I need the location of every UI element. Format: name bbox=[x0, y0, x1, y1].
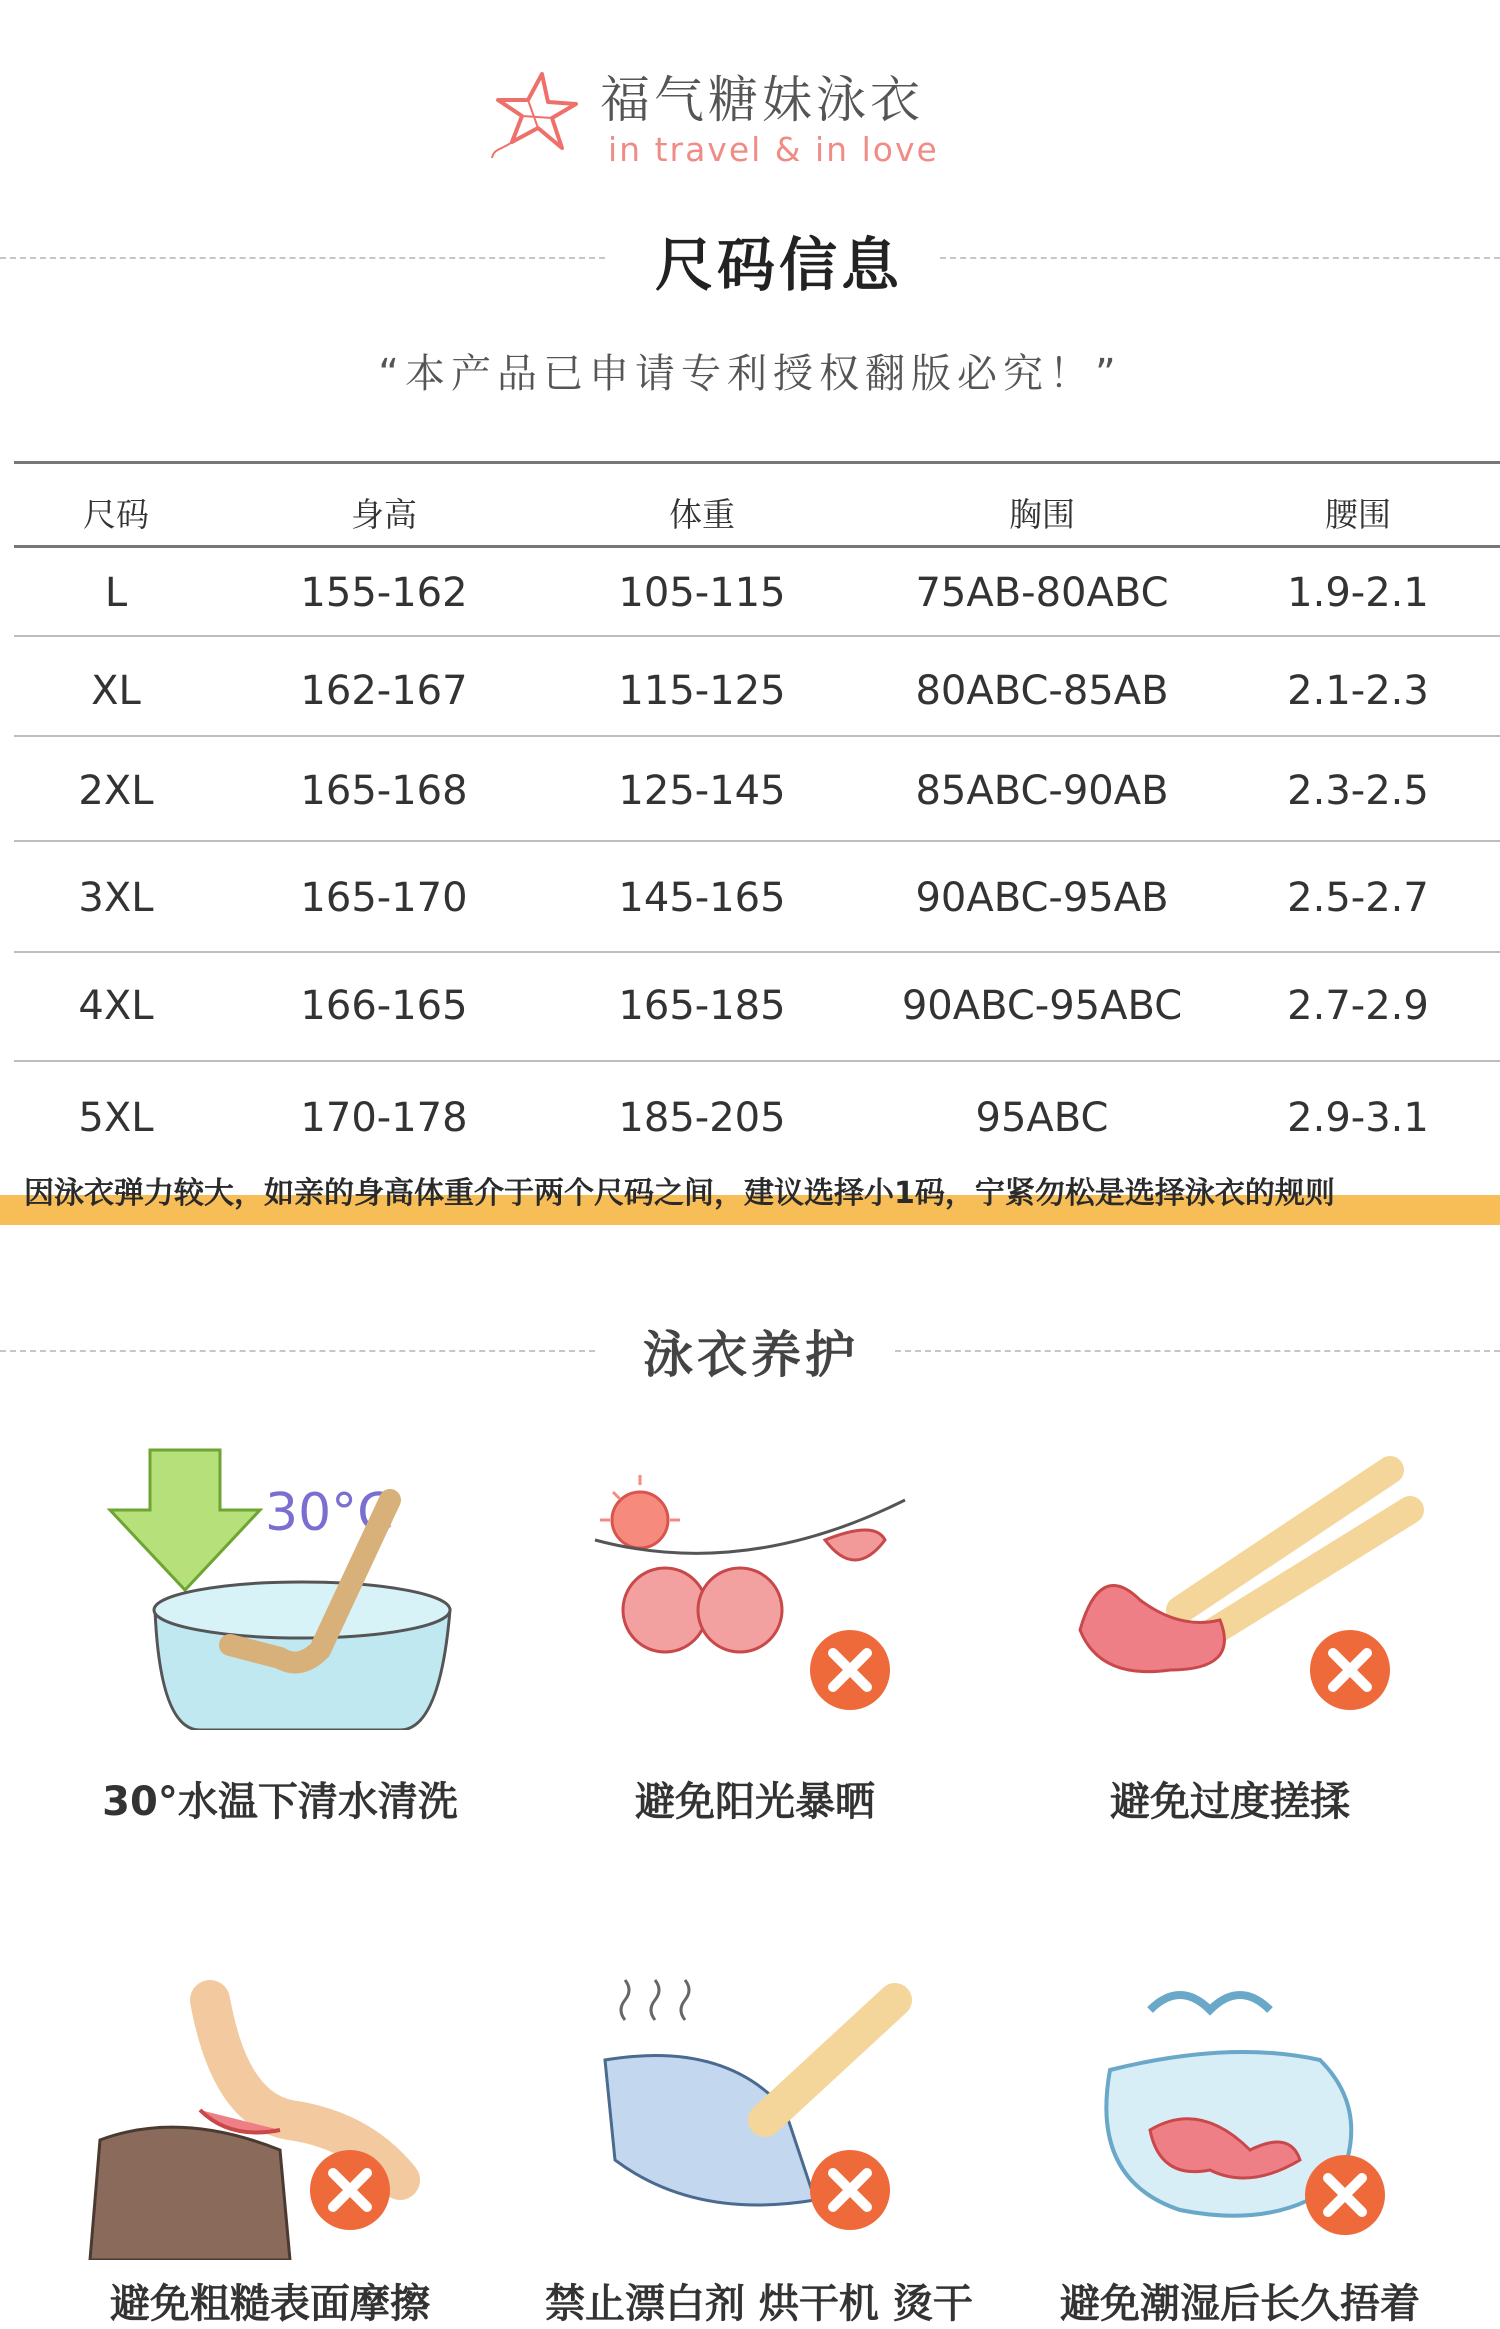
cell-height: 170-178 bbox=[300, 1095, 468, 1141]
care-label-wash: 30°水温下清水清洗 bbox=[102, 1779, 458, 1825]
header-weight: 体重 bbox=[669, 495, 735, 534]
size-tip: 因泳衣弹力较大，如亲的身高体重介于两个尺码之间，建议选择小1码，宁紧勿松是选择泳衣的规则 bbox=[24, 1176, 1335, 1211]
care-section-title: 泳衣养护 bbox=[643, 1326, 859, 1384]
no-iron-icon bbox=[545, 1960, 965, 2260]
care-item-no-sun bbox=[545, 1430, 965, 1830]
cell-weight: 105-115 bbox=[618, 570, 786, 616]
row-divider bbox=[14, 951, 1500, 953]
no-rough-surface-icon bbox=[60, 1960, 480, 2260]
care-label-no-sun: 避免阳光暴晒 bbox=[635, 1779, 875, 1825]
care-label-no-rub: 避免过度搓揉 bbox=[1110, 1779, 1350, 1825]
header-bust: 胸围 bbox=[1009, 495, 1075, 534]
brand-name: 福气糖妹泳衣 bbox=[600, 71, 924, 129]
cell-waist: 2.7-2.9 bbox=[1287, 983, 1429, 1029]
cell-bust: 75AB-80ABC bbox=[915, 570, 1169, 616]
cell-weight: 185-205 bbox=[618, 1095, 786, 1141]
care-label-no-iron: 禁止漂白剂 烘干机 烫干 bbox=[545, 2281, 973, 2327]
copyright-notice: “本产品已申请专利授权翻版必究！” bbox=[378, 351, 1122, 397]
no-rubbing-icon bbox=[1020, 1430, 1440, 1730]
row-divider bbox=[14, 1060, 1500, 1062]
cell-waist: 2.5-2.7 bbox=[1287, 875, 1429, 921]
cell-height: 155-162 bbox=[300, 570, 468, 616]
cell-weight: 115-125 bbox=[618, 668, 786, 714]
header-height: 身高 bbox=[351, 495, 417, 534]
care-item-no-iron bbox=[545, 1960, 973, 2327]
cell-height: 165-168 bbox=[300, 768, 468, 814]
row-divider bbox=[14, 840, 1500, 842]
cell-bust: 90ABC-95ABC bbox=[901, 983, 1183, 1029]
cell-weight: 165-185 bbox=[618, 983, 786, 1029]
care-item-no-rough bbox=[60, 1960, 480, 2327]
cell-waist: 2.1-2.3 bbox=[1287, 668, 1429, 714]
care-label-no-damp: 避免潮湿后长久捂着 bbox=[1060, 2281, 1420, 2327]
no-sun-drying-icon bbox=[545, 1430, 965, 1730]
no-damp-bag-icon bbox=[1030, 1960, 1450, 2260]
cell-height: 162-167 bbox=[300, 668, 468, 714]
header-border bbox=[14, 545, 1500, 548]
header-waist: 腰围 bbox=[1325, 495, 1391, 534]
row-divider bbox=[14, 735, 1500, 737]
cell-size: 5XL bbox=[78, 1095, 154, 1141]
cell-size: XL bbox=[91, 668, 141, 714]
brand-tagline: in travel & in love bbox=[608, 130, 939, 169]
cell-height: 166-165 bbox=[300, 983, 468, 1029]
cell-waist: 2.3-2.5 bbox=[1287, 768, 1429, 814]
cell-bust: 85ABC-90AB bbox=[915, 768, 1169, 814]
care-item-wash bbox=[70, 1430, 490, 1830]
header-size: 尺码 bbox=[83, 495, 149, 534]
care-label-no-rough: 避免粗糙表面摩擦 bbox=[110, 2281, 430, 2327]
cell-bust: 90ABC-95AB bbox=[915, 875, 1169, 921]
cell-waist: 1.9-2.1 bbox=[1287, 570, 1429, 616]
cell-weight: 125-145 bbox=[618, 768, 786, 814]
care-divider-left bbox=[0, 1350, 595, 1352]
divider-left bbox=[0, 257, 605, 259]
cell-waist: 2.9-3.1 bbox=[1287, 1095, 1429, 1141]
table-top-border bbox=[14, 461, 1500, 464]
size-section-title: 尺码信息 bbox=[655, 231, 904, 299]
wash-water-icon bbox=[70, 1430, 490, 1730]
cell-height: 165-170 bbox=[300, 875, 468, 921]
water-temp-badge: 30°C bbox=[265, 1483, 394, 1543]
size-table bbox=[14, 455, 1500, 1145]
care-item-no-damp bbox=[1030, 1960, 1450, 2327]
cell-size: 3XL bbox=[78, 875, 154, 921]
cell-bust: 80ABC-85AB bbox=[915, 668, 1169, 714]
cell-size: 4XL bbox=[78, 983, 154, 1029]
care-item-no-rub bbox=[1020, 1430, 1440, 1830]
star-logo-icon bbox=[488, 68, 580, 160]
divider-right bbox=[940, 257, 1500, 259]
cell-weight: 145-165 bbox=[618, 875, 786, 921]
cell-bust: 95ABC bbox=[975, 1095, 1109, 1141]
care-divider-right bbox=[895, 1350, 1500, 1352]
cell-size: L bbox=[104, 570, 128, 616]
row-divider bbox=[14, 635, 1500, 637]
cell-size: 2XL bbox=[78, 768, 154, 814]
